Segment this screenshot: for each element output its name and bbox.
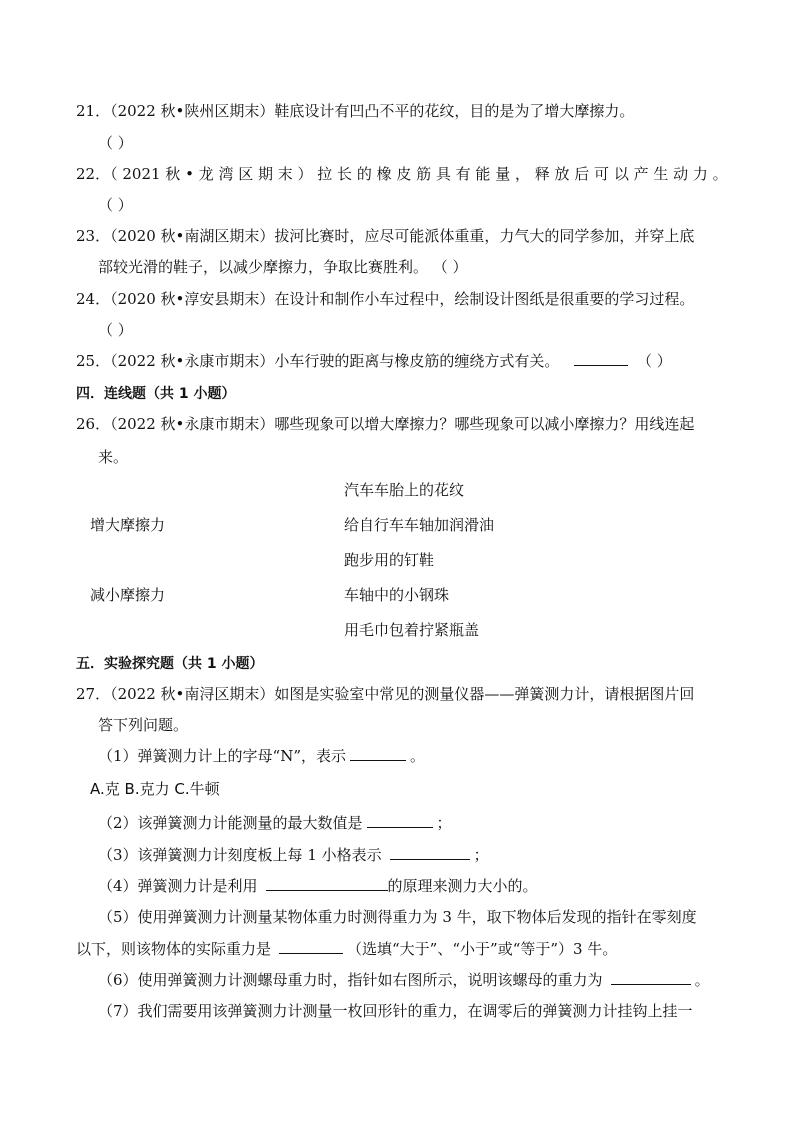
question-23: 23．（2020 秋•南湖区期末）拔河比赛时，应尽可能派体重重，力气大的同学参加，并穿上底 [76, 227, 695, 245]
match-item-right[interactable]: 给自行车车轴加润滑油 [344, 516, 495, 534]
question-21: 21．（2022 秋•陕州区期末）鞋底设计有凹凸不平的花纹，目的是为了增大摩擦力。 [76, 102, 635, 120]
question-27-cont: 答下列问题。 [98, 716, 189, 734]
match-item-right[interactable]: 汽车车胎上的花纹 [344, 481, 465, 499]
sub-question-3-blank[interactable] [390, 845, 470, 860]
sub-question-1-options: A.克 B.克力 C.牛顿 [90, 780, 220, 798]
sub-question-7: （7）我们需要用该弹簧测力计测量一枚回形针的重力，在调零后的弹簧测力计挂钩上挂一 [98, 1002, 693, 1020]
sub-question-1 [98, 746, 425, 766]
question-25-blank[interactable] [574, 351, 628, 366]
sub-question-1-blank[interactable] [350, 746, 406, 761]
sub-question-3-end: ； [473, 846, 489, 864]
sub-question-4-blank[interactable] [266, 876, 388, 891]
question-22-answer-paren: （ ） [98, 196, 133, 214]
question-25-answer-paren: （ ） [636, 352, 672, 370]
sub-question-2-blank[interactable] [367, 813, 433, 828]
sub-question-3-text: （3）该弹簧测力计刻度板上每 1 小格表示 [98, 846, 382, 864]
section-5-heading: 五．实验探究题（共 1 小题） [76, 656, 264, 672]
sub-question-5-blank[interactable] [279, 939, 343, 954]
match-item-right[interactable]: 车轴中的小钢珠 [344, 586, 450, 604]
sub-question-6-text: （6）使用弹簧测力计测螺母重力时，指针如右图所示，说明该螺母的重力为 [98, 971, 603, 989]
match-item-right[interactable]: 用毛巾包着拧紧瓶盖 [344, 621, 480, 639]
question-26: 26．（2022 秋•永康市期末）哪些现象可以增大摩擦力？哪些现象可以减小摩擦力？用线连起 [76, 415, 695, 433]
question-22: 22．（ 2021 秋 • 龙 湾 区 期 末 ） 拉 长 的 橡 皮 筋 具 有 能 量 ， 释 放 后 可 以 产 生 动 力 。 [76, 165, 728, 183]
match-item-left[interactable]: 减小摩擦力 [90, 586, 166, 604]
section-4-heading: 四．连线题（共 1 小题） [76, 386, 236, 402]
sub-question-2-end: ； [436, 814, 452, 832]
question-25-text: 25．（2022 秋•永康市期末）小车行驶的距离与橡皮筋的缠绕方式有关。 [76, 352, 560, 370]
sub-question-5-options: （选填“大于”、“小于”或“等于”）3 牛。 [347, 940, 618, 958]
match-item-right[interactable]: 跑步用的钉鞋 [344, 551, 435, 569]
sub-question-1-text: （1）弹簧测力计上的字母“N”，表示 [98, 747, 347, 765]
sub-question-5-cont [76, 939, 617, 959]
question-21-answer-paren: （ ） [98, 134, 133, 152]
sub-question-2-text: （2）该弹簧测力计能测量的最大数值是 [98, 814, 363, 832]
question-23-cont: 部较光滑的鞋子，以减少摩擦力，争取比赛胜利。 （ ） [98, 258, 468, 276]
sub-question-6 [98, 970, 710, 990]
question-27: 27．（2022 秋•南浔区期末）如图是实验室中常见的测量仪器——弹簧测力计，请根据图片回 [76, 685, 695, 703]
sub-question-3 [98, 845, 489, 865]
sub-question-2 [98, 813, 452, 833]
match-item-left[interactable]: 增大摩擦力 [90, 516, 166, 534]
question-25 [76, 351, 672, 371]
sub-question-5-text: 以下，则该物体的实际重力是 [76, 940, 272, 958]
question-24-answer-paren: （ ） [98, 321, 133, 339]
sub-question-6-end: 。 [694, 971, 710, 989]
sub-question-1-end: 。 [410, 747, 426, 765]
sub-question-6-blank[interactable] [611, 970, 691, 985]
sub-question-4-text: （4）弹簧测力计是利用 [98, 877, 258, 895]
question-26-cont: 来。 [98, 448, 129, 466]
sub-question-4-end: 的原理来测力大小的。 [387, 877, 538, 895]
question-24: 24．（2020 秋•淳安县期末）在设计和制作小车过程中，绘制设计图纸是很重要的学习过程。 [76, 290, 695, 308]
sub-question-5: （5）使用弹簧测力计测量某物体重力时测得重力为 3 牛，取下物体后发现的指针在零刻度 [98, 908, 697, 926]
sub-question-4 [98, 876, 538, 896]
